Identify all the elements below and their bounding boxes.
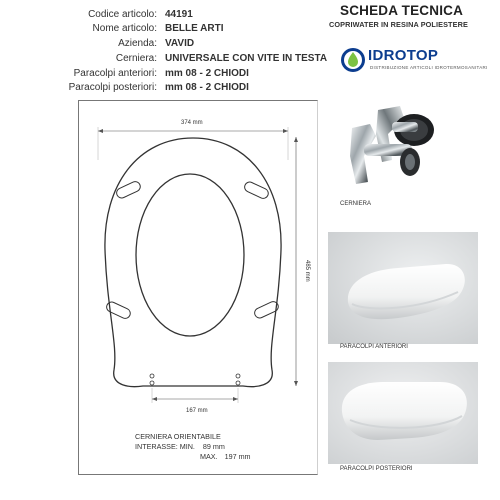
note-value: 197 mm (224, 452, 251, 461)
hinge-caption: CERNIERA (340, 201, 372, 207)
hinge-note (135, 432, 251, 462)
note-value: 89 mm (202, 442, 225, 451)
width-label: 374 mm (181, 120, 203, 126)
bumper-slot (105, 300, 132, 320)
spec-label: Paracolpi anteriori: (73, 68, 157, 79)
hinge-distance-label: 167 mm (186, 408, 208, 414)
spec-value: 44191 (165, 9, 193, 20)
spec-value: BELLE ARTI (165, 23, 224, 34)
hinge-dimension (152, 388, 238, 414)
width-dimension (98, 120, 288, 160)
note-line (135, 442, 251, 452)
spec-value: mm 08 - 2 CHIODI (165, 68, 249, 79)
seat-outline (105, 138, 281, 387)
spec-row-company (0, 37, 330, 51)
spec-row-hinge (0, 52, 330, 66)
seat-diagram (78, 100, 318, 475)
bumper-slot (243, 180, 270, 200)
document-title: SCHEDA TECNICA (340, 3, 464, 18)
seat-opening (136, 174, 244, 336)
front-bumper-photo (328, 232, 478, 344)
spec-label: Cerniera: (115, 53, 157, 64)
spec-value: VAVID (165, 38, 195, 49)
rear-bumper-caption: PARACOLPI POSTERIORI (340, 466, 413, 472)
logo-wordmark: IDROTOP (368, 47, 439, 64)
note-label: INTERASSE: MIN. (135, 442, 195, 451)
front-bumper-caption: PARACOLPI ANTERIORI (340, 344, 408, 350)
spec-row-front-bumpers (0, 67, 330, 81)
spec-value: UNIVERSALE CON VITE IN TESTA (165, 53, 328, 64)
note-line: CERNIERA ORIENTABILE (135, 432, 221, 441)
spec-row-code (0, 8, 330, 22)
document-subtitle: COPRIWATER IN RESINA POLIESTERE (329, 20, 468, 29)
spec-row-rear-bumpers (0, 81, 330, 95)
spec-label: Nome articolo: (92, 23, 157, 34)
hinge-photo (330, 100, 445, 195)
spec-label: Azienda: (118, 38, 157, 49)
spec-label: Paracolpi posteriori: (68, 82, 157, 93)
rear-bumper-photo (328, 362, 478, 464)
note-label: MAX. (200, 452, 218, 461)
spec-label: Codice articolo: (88, 9, 157, 20)
spec-value: mm 08 - 2 CHIODI (165, 82, 249, 93)
drop-logo-icon (340, 44, 368, 76)
note-line (135, 452, 251, 462)
idrotop-logo (340, 44, 492, 76)
height-label: 485 mm (304, 260, 310, 282)
spec-row-name (0, 22, 330, 36)
hinge-holes (150, 374, 240, 385)
logo-tagline: DISTRIBUZIONE ARTICOLI IDROTERMOSANITARI (370, 65, 488, 70)
height-dimension (294, 137, 310, 386)
